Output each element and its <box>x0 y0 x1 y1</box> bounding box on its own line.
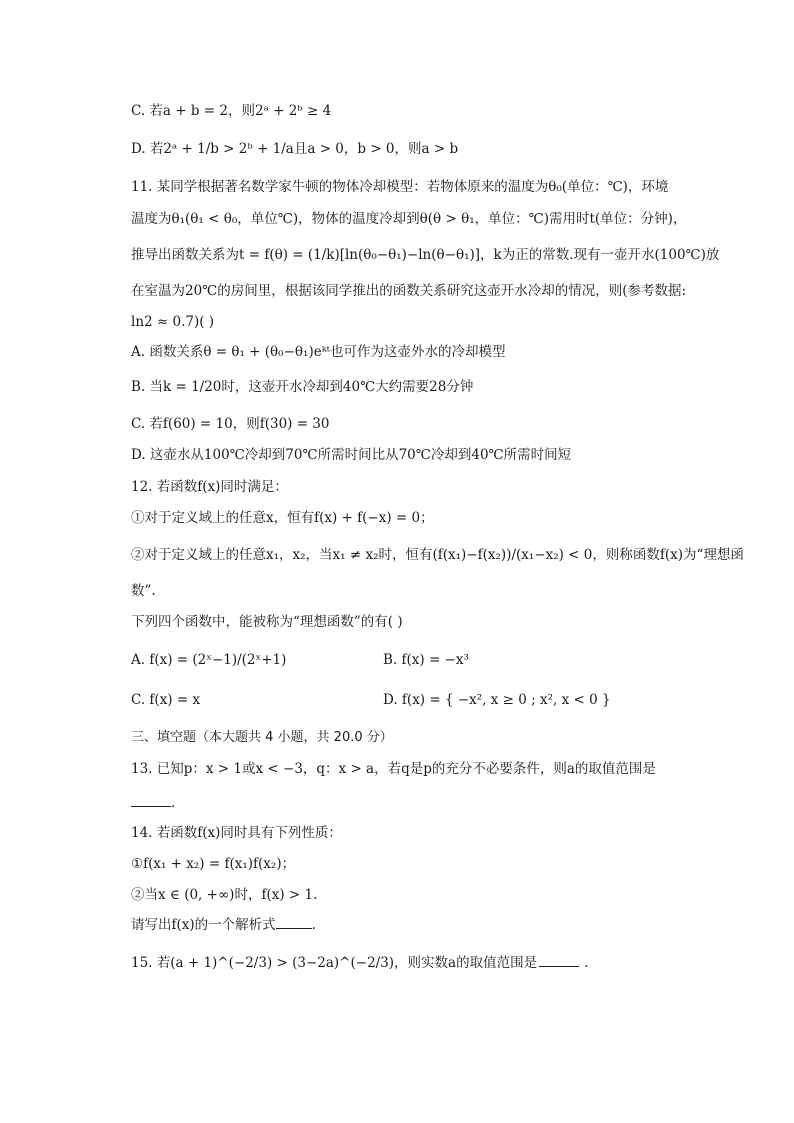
q11-stem-line-2: 温度为θ₁(θ₁ < θ₀，单位℃)，物体的温度冷却到θ(θ > θ₁，单位：℃)需用时t(单位：分钟)， <box>131 211 687 227</box>
q10-option-d: D. 若2ᵃ + 1/b > 2ᵇ + 1/a且a > 0，b > 0，则a > b <box>131 141 459 157</box>
q12-stem-line-1: 12. 若函数f(x)同时满足： <box>131 479 288 495</box>
q12-option-b: B. f(x) = −x³ <box>383 652 469 668</box>
answer-blank[interactable] <box>276 914 312 929</box>
q14-request <box>131 914 316 934</box>
q10-option-c: C. 若a + b = 2，则2ᵃ + 2ᵇ ≥ 4 <box>131 103 332 119</box>
q12-question: 下列四个函数中，能被称为“理想函数”的有( ) <box>131 614 403 630</box>
q11-option-d: D. 这壶水从100℃冷却到70℃所需时间比从70℃冷却到40℃所需时间短 <box>131 447 572 463</box>
q11-stem-line-3: 推导出函数关系为t = f(θ) = (1/k)[ln(θ₀−θ₁)−ln(θ−θ₁)]，k为正的常数.现有一壶开水(100℃)放 <box>131 247 720 263</box>
q14-stem: 14. 若函数f(x)同时具有下列性质： <box>131 825 342 841</box>
q15-text: 15. 若(a + 1)^(−2/3) > (3−2a)^(−2/3)，则实数a的取值范围是 <box>131 955 538 971</box>
q12-condition-2: ②对于定义域上的任意x₁，x₂，当x₁ ≠ x₂时，恒有(f(x₁)−f(x₂))/(x₁−x₂) < 0，则称函数f(x)为“理想函 <box>131 547 744 563</box>
q11-stem-line-5: ln2 ≈ 0.7)( ) <box>131 314 215 330</box>
section-3-heading: 三、填空题（本大题共 4 小题，共 20.0 分） <box>131 730 393 745</box>
q14-period: . <box>311 917 316 933</box>
q14-property-1: ①f(x₁ + x₂) = f(x₁)f(x₂)； <box>131 856 296 872</box>
q12-option-a: A. f(x) = (2ˣ−1)/(2ˣ+1) <box>131 652 287 668</box>
q13-stem: 13. 已知p：x > 1或x < −3，q：x > a，若q是p的充分不必要条件，则a的取值范围是 <box>131 761 656 777</box>
q12-stem-line-4: 数”. <box>131 583 156 599</box>
q11-stem-line-1: 11. 某同学根据著名数学家牛顿的物体冷却模型：若物体原来的温度为θ₀(单位：℃)，环境 <box>131 179 669 195</box>
q12-option-d: D. f(x) = { −x², x ≥ 0 ; x², x < 0 } <box>383 692 611 708</box>
q11-option-a: A. 函数关系θ = θ₁ + (θ₀−θ₁)eᵏᵗ也可作为这壶外水的冷却模型 <box>131 344 506 360</box>
q14-request-text: 请写出f(x)的一个解析式 <box>131 917 276 933</box>
q11-option-b: B. 当k = 1/20时，这壶开水冷却到40℃大约需要28分钟 <box>131 379 474 395</box>
q15-period: . <box>584 955 589 971</box>
answer-blank[interactable] <box>539 952 579 967</box>
q11-stem-line-4: 在室温为20℃的房间里，根据该同学推出的函数关系研究这壶开水冷却的情况，则(参考数据: <box>131 283 687 299</box>
q13-answer-line <box>131 792 175 812</box>
q15-stem <box>131 952 588 972</box>
q13-period: . <box>171 795 176 811</box>
q11-option-c: C. 若f(60) = 10，则f(30) = 30 <box>131 416 330 432</box>
q12-option-c: C. f(x) = x <box>131 692 201 708</box>
q12-condition-1: ①对于定义域上的任意x，恒有f(x) + f(−x) = 0； <box>131 510 434 526</box>
answer-blank[interactable] <box>131 792 171 807</box>
q14-property-2: ②当x ∈ (0, +∞)时，f(x) > 1. <box>131 887 318 903</box>
